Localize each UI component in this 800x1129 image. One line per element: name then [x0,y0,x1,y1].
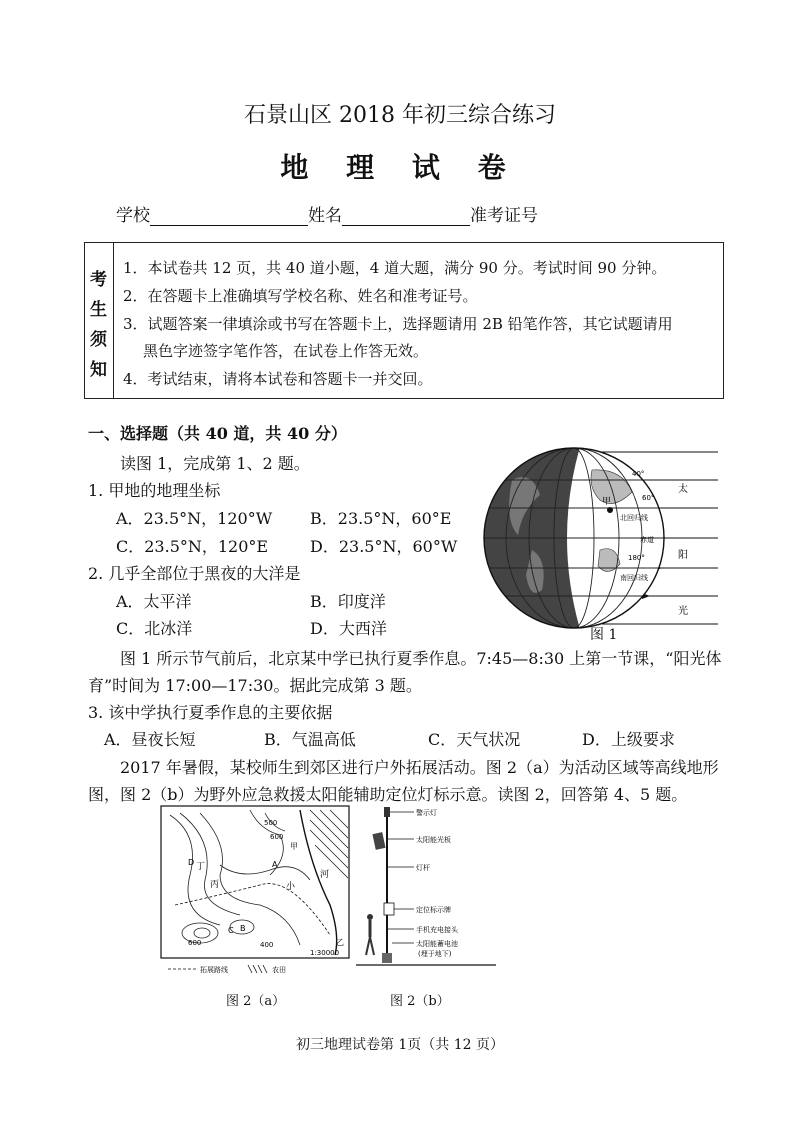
q2-stem: 2. 几乎全部位于黑夜的大洋是 [88,564,301,583]
contour-label-600b: 600 [188,939,202,947]
label-charging-port: 手机充电接头 [416,926,458,934]
q2-option-a[interactable]: A．太平洋 [116,592,192,611]
page-footer: 初三地理试卷第 1页（共 12 页） [295,1037,505,1053]
notice-side-label: 考 生 须 知 [85,243,114,398]
notice-item-1: 1．本试卷共 12 页，共 40 道小题，4 道大题，满分 90 分。考试时间 90 分钟。 [123,259,667,277]
sun-char-3: 光 [678,606,688,617]
sun-char-1: 太 [678,484,688,495]
notice-item-2: 2．在答题卡上准确填写学校名称、姓名和准考证号。 [123,287,478,305]
exam-title-line1: 石景山区 2018 年初三综合练习 [244,103,556,128]
exam-title-line2: 地 理 试 卷 [280,151,520,184]
q3-option-d[interactable]: D．上级要求 [582,730,675,749]
q3-option-b[interactable]: B．气温高低 [264,730,356,749]
point-d: D [188,858,195,867]
contour-label-500: 500 [264,819,278,827]
q2-option-d[interactable]: D．大西洋 [310,619,387,638]
point-bing: 丙 [210,880,220,890]
q3-option-a[interactable]: A．昼夜长短 [104,730,196,749]
point-jia-marker [607,507,613,513]
figure-2a-contour-map [160,805,350,980]
q3-option-c[interactable]: C．天气状况 [428,730,521,749]
point-c: C [228,926,234,935]
name-label: 姓名 [308,206,342,226]
q2-option-c[interactable]: C．北冰洋 [116,619,193,638]
para-q3-line1: 图 1 所示节气前后，北京某中学已执行夏季作息。7:45—8:30 上第一节课，“阳光体 [120,649,722,668]
figure-2b-solar-beacon [356,805,496,975]
label-battery: 太阳能蓄电池 [416,940,458,948]
notice-item-3: 3．试题答案一律填涂或书写在答题卡上，选择题请用 2B 铅笔作答，其它试题请用 [123,315,673,333]
q1-stem: 1. 甲地的地理坐标 [88,481,221,500]
figure-1-caption: 图 1 [590,627,618,643]
name-field[interactable] [342,207,470,226]
section-heading: 一、选择题（共 40 道，共 40 分） [88,424,347,443]
q2-option-b[interactable]: B．印度洋 [310,592,386,611]
para-q3-line2: 育”时间为 17:00—17:30。据此完成第 3 题。 [88,676,422,695]
point-a: A [272,860,278,869]
point-b: B [240,924,246,933]
legend-route: 拓展路线 [200,966,228,974]
notice-item-4: 4．考试结束，请将本试卷和答题卡一并交回。 [123,370,433,388]
q1-option-c[interactable]: C．23.5°N，120°E [116,537,269,556]
label-180: 180° [628,554,645,562]
figure-2b-caption: 图 2（b） [390,994,450,1009]
map-scale: 1:30000 [310,949,340,957]
school-label: 学校 [116,206,150,226]
label-tropic-capricorn: 南回归线 [620,574,648,582]
label-jia: 甲 [602,497,612,507]
q1-option-b[interactable]: B．23.5°N，60°E [310,509,452,528]
label-location-sign: 定位标示牌 [416,906,451,914]
legend-field: 农田 [272,966,286,974]
intro-fig1: 读图 1，完成第 1、2 题。 [120,454,310,473]
point-jia: 甲 [290,842,298,851]
student-info-line [116,201,538,226]
para-q45-line2: 图，图 2（b）为野外应急救援太阳能辅助定位灯标示意。读图 2，回答第 4、5 题。 [88,785,688,804]
point-ding: 丁 [196,862,206,872]
para-q45-line1: 2017 年暑假，某校师生到郊区进行户外拓展活动。图 2（a）为活动区域等高线地形 [120,758,719,777]
notice-item-3-cont: 黑色字迹签字笔作答，在试卷上作答无效。 [143,342,429,360]
label-small: 小 [286,882,296,892]
q1-option-a[interactable]: A．23.5°N，120°W [116,509,273,528]
label-warning-light: 警示灯 [416,809,437,817]
q1-option-d[interactable]: D．23.5°N，60°W [310,537,458,556]
figure-2a-caption: 图 2（a） [226,994,286,1009]
sun-char-2: 阳 [678,550,688,561]
exam-id-label: 准考证号 [470,206,538,226]
label-tropic-cancer: 北回归线 [620,514,648,522]
label-solar-panel: 太阳能光板 [416,836,451,844]
label-pole: 灯杆 [416,864,430,872]
label-river: 河 [320,870,330,880]
contour-label-400: 400 [260,941,274,949]
label-60: 60° [642,494,655,502]
figure-1-globe [482,440,722,636]
q3-stem: 3. 该中学执行夏季作息的主要依据 [88,703,333,722]
school-field[interactable] [150,207,308,226]
label-40: 40° [632,470,645,478]
notice-box [84,242,724,399]
label-equator: 赤道 [640,536,654,544]
point-yi: 乙 [336,938,344,947]
contour-label-600: 600 [270,833,284,841]
label-buried: (埋于地下) [418,950,452,958]
